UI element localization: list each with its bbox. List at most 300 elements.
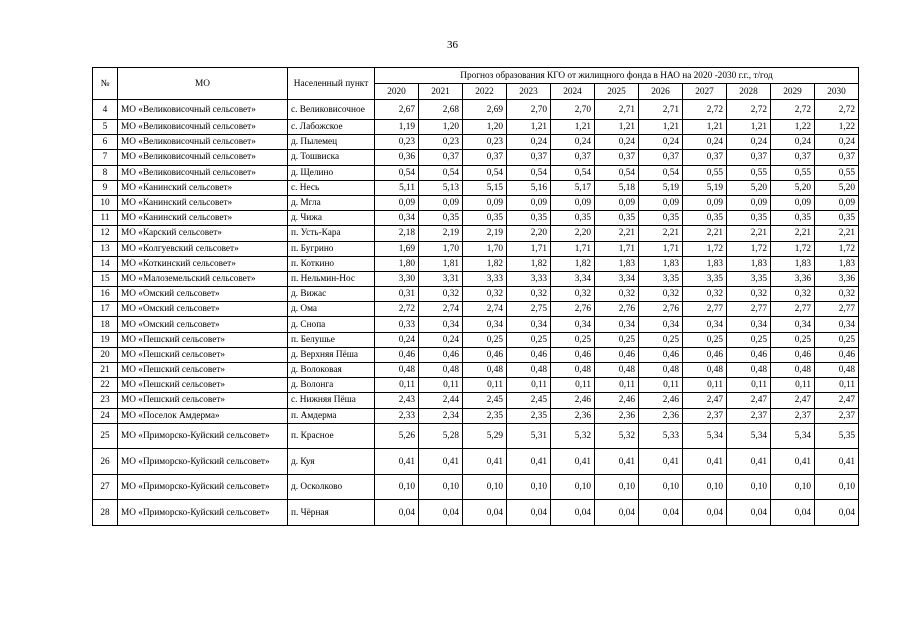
table-row bbox=[93, 287, 859, 302]
settlement-cell: п. Красное bbox=[288, 423, 375, 449]
settlement-cell: д. Куя bbox=[288, 449, 375, 475]
table-row bbox=[93, 423, 859, 449]
row-number: 19 bbox=[93, 332, 118, 347]
table-row bbox=[93, 195, 859, 210]
value-cell: 2,70 bbox=[507, 100, 551, 120]
value-cell: 0,41 bbox=[815, 449, 859, 475]
value-cell: 1,81 bbox=[419, 256, 463, 271]
row-number: 14 bbox=[93, 256, 118, 271]
value-cell: 2,21 bbox=[595, 226, 639, 241]
value-cell: 1,21 bbox=[595, 120, 639, 135]
municipality-cell: МО «Великовисочный сельсовет» bbox=[118, 150, 288, 165]
value-cell: 5,35 bbox=[815, 423, 859, 449]
value-cell: 0,46 bbox=[595, 347, 639, 362]
value-cell: 2,69 bbox=[463, 100, 507, 120]
value-cell: 1,82 bbox=[507, 256, 551, 271]
table-row bbox=[93, 302, 859, 317]
value-cell: 0,35 bbox=[595, 211, 639, 226]
value-cell: 0,34 bbox=[551, 317, 595, 332]
value-cell: 2,21 bbox=[815, 226, 859, 241]
value-cell: 0,34 bbox=[771, 317, 815, 332]
value-cell: 1,22 bbox=[771, 120, 815, 135]
value-cell: 3,30 bbox=[375, 271, 419, 286]
header-year: 2022 bbox=[463, 84, 507, 100]
row-number: 17 bbox=[93, 302, 118, 317]
value-cell: 0,11 bbox=[727, 378, 771, 393]
table-row bbox=[93, 180, 859, 195]
value-cell: 0,04 bbox=[815, 500, 859, 526]
value-cell: 0,37 bbox=[463, 150, 507, 165]
value-cell: 0,46 bbox=[639, 347, 683, 362]
value-cell: 0,46 bbox=[815, 347, 859, 362]
value-cell: 3,33 bbox=[463, 271, 507, 286]
value-cell: 0,10 bbox=[771, 474, 815, 500]
value-cell: 0,48 bbox=[683, 363, 727, 378]
header-year: 2020 bbox=[375, 84, 419, 100]
value-cell: 2,77 bbox=[815, 302, 859, 317]
value-cell: 0,25 bbox=[507, 332, 551, 347]
settlement-cell: п. Амдерма bbox=[288, 408, 375, 423]
value-cell: 1,22 bbox=[815, 120, 859, 135]
header-year: 2025 bbox=[595, 84, 639, 100]
municipality-cell: МО «Пешский сельсовет» bbox=[118, 378, 288, 393]
value-cell: 0,09 bbox=[375, 195, 419, 210]
value-cell: 3,35 bbox=[639, 271, 683, 286]
municipality-cell: МО «Колгуевский сельсовет» bbox=[118, 241, 288, 256]
table-body bbox=[93, 100, 859, 526]
value-cell: 0,04 bbox=[639, 500, 683, 526]
value-cell: 1,71 bbox=[595, 241, 639, 256]
value-cell: 2,45 bbox=[507, 393, 551, 408]
value-cell: 0,23 bbox=[419, 135, 463, 150]
value-cell: 0,25 bbox=[595, 332, 639, 347]
municipality-cell: МО «Канинский сельсовет» bbox=[118, 180, 288, 195]
value-cell: 2,75 bbox=[507, 302, 551, 317]
value-cell: 1,21 bbox=[683, 120, 727, 135]
value-cell: 2,72 bbox=[375, 302, 419, 317]
value-cell: 2,45 bbox=[463, 393, 507, 408]
municipality-cell: МО «Приморско-Куйский сельсовет» bbox=[118, 423, 288, 449]
value-cell: 1,80 bbox=[375, 256, 419, 271]
row-number: 28 bbox=[93, 500, 118, 526]
value-cell: 0,24 bbox=[727, 135, 771, 150]
value-cell: 0,54 bbox=[595, 165, 639, 180]
value-cell: 1,70 bbox=[463, 241, 507, 256]
settlement-cell: п. Белушье bbox=[288, 332, 375, 347]
municipality-cell: МО «Поселок Амдерма» bbox=[118, 408, 288, 423]
value-cell: 0,09 bbox=[815, 195, 859, 210]
value-cell: 2,46 bbox=[639, 393, 683, 408]
value-cell: 0,41 bbox=[507, 449, 551, 475]
value-cell: 2,68 bbox=[419, 100, 463, 120]
table-row bbox=[93, 474, 859, 500]
value-cell: 1,21 bbox=[551, 120, 595, 135]
value-cell: 0,11 bbox=[595, 378, 639, 393]
table-row bbox=[93, 120, 859, 135]
value-cell: 0,35 bbox=[551, 211, 595, 226]
value-cell: 0,35 bbox=[771, 211, 815, 226]
table-row bbox=[93, 271, 859, 286]
table-row bbox=[93, 165, 859, 180]
value-cell: 0,09 bbox=[727, 195, 771, 210]
row-number: 6 bbox=[93, 135, 118, 150]
municipality-cell: МО «Канинский сельсовет» bbox=[118, 211, 288, 226]
row-number: 27 bbox=[93, 474, 118, 500]
value-cell: 0,10 bbox=[375, 474, 419, 500]
header-year: 2021 bbox=[419, 84, 463, 100]
value-cell: 5,18 bbox=[595, 180, 639, 195]
value-cell: 0,04 bbox=[595, 500, 639, 526]
value-cell: 1,71 bbox=[507, 241, 551, 256]
table-row bbox=[93, 378, 859, 393]
value-cell: 1,82 bbox=[463, 256, 507, 271]
value-cell: 0,04 bbox=[507, 500, 551, 526]
value-cell: 0,24 bbox=[551, 135, 595, 150]
settlement-cell: д. Ома bbox=[288, 302, 375, 317]
header-num: № bbox=[93, 68, 118, 100]
value-cell: 2,47 bbox=[727, 393, 771, 408]
kgo-forecast-table bbox=[92, 67, 859, 526]
value-cell: 0,35 bbox=[727, 211, 771, 226]
value-cell: 2,72 bbox=[771, 100, 815, 120]
value-cell: 5,11 bbox=[375, 180, 419, 195]
value-cell: 3,36 bbox=[815, 271, 859, 286]
value-cell: 2,33 bbox=[375, 408, 419, 423]
value-cell: 0,34 bbox=[463, 317, 507, 332]
table-row bbox=[93, 363, 859, 378]
value-cell: 0,24 bbox=[419, 332, 463, 347]
header-forecast: Прогноз образования КГО от жилищного фонда в НАО на 2020 -2030 г.г., т/год bbox=[375, 68, 859, 84]
header-mo: МО bbox=[118, 68, 288, 100]
value-cell: 0,24 bbox=[815, 135, 859, 150]
value-cell: 0,41 bbox=[639, 449, 683, 475]
value-cell: 0,25 bbox=[727, 332, 771, 347]
value-cell: 0,09 bbox=[463, 195, 507, 210]
settlement-cell: д. Вижас bbox=[288, 287, 375, 302]
value-cell: 0,23 bbox=[463, 135, 507, 150]
value-cell: 5,20 bbox=[771, 180, 815, 195]
value-cell: 0,25 bbox=[683, 332, 727, 347]
value-cell: 0,24 bbox=[683, 135, 727, 150]
value-cell: 1,72 bbox=[771, 241, 815, 256]
row-number: 23 bbox=[93, 393, 118, 408]
value-cell: 0,55 bbox=[683, 165, 727, 180]
value-cell: 0,32 bbox=[507, 287, 551, 302]
value-cell: 5,20 bbox=[727, 180, 771, 195]
value-cell: 0,48 bbox=[419, 363, 463, 378]
value-cell: 0,48 bbox=[639, 363, 683, 378]
value-cell: 5,29 bbox=[463, 423, 507, 449]
row-number: 8 bbox=[93, 165, 118, 180]
value-cell: 0,34 bbox=[639, 317, 683, 332]
row-number: 15 bbox=[93, 271, 118, 286]
header-year: 2024 bbox=[551, 84, 595, 100]
row-number: 9 bbox=[93, 180, 118, 195]
settlement-cell: д. Мгла bbox=[288, 195, 375, 210]
value-cell: 0,46 bbox=[463, 347, 507, 362]
value-cell: 0,32 bbox=[683, 287, 727, 302]
value-cell: 0,54 bbox=[463, 165, 507, 180]
settlement-cell: д. Пылемец bbox=[288, 135, 375, 150]
value-cell: 0,35 bbox=[815, 211, 859, 226]
table-row bbox=[93, 135, 859, 150]
value-cell: 0,34 bbox=[727, 317, 771, 332]
value-cell: 0,37 bbox=[595, 150, 639, 165]
settlement-cell: п. Усть-Кара bbox=[288, 226, 375, 241]
table-row bbox=[93, 211, 859, 226]
value-cell: 2,74 bbox=[463, 302, 507, 317]
value-cell: 1,83 bbox=[639, 256, 683, 271]
value-cell: 1,21 bbox=[727, 120, 771, 135]
value-cell: 1,69 bbox=[375, 241, 419, 256]
value-cell: 0,54 bbox=[507, 165, 551, 180]
table-row bbox=[93, 347, 859, 362]
value-cell: 0,35 bbox=[639, 211, 683, 226]
table-row bbox=[93, 393, 859, 408]
value-cell: 1,83 bbox=[815, 256, 859, 271]
value-cell: 0,55 bbox=[727, 165, 771, 180]
header-year: 2027 bbox=[683, 84, 727, 100]
value-cell: 0,32 bbox=[463, 287, 507, 302]
value-cell: 0,32 bbox=[419, 287, 463, 302]
value-cell: 1,83 bbox=[727, 256, 771, 271]
value-cell: 0,04 bbox=[683, 500, 727, 526]
value-cell: 1,72 bbox=[683, 241, 727, 256]
value-cell: 2,77 bbox=[727, 302, 771, 317]
value-cell: 2,21 bbox=[771, 226, 815, 241]
value-cell: 0,32 bbox=[551, 287, 595, 302]
value-cell: 3,35 bbox=[727, 271, 771, 286]
value-cell: 1,83 bbox=[771, 256, 815, 271]
value-cell: 0,46 bbox=[419, 347, 463, 362]
value-cell: 2,44 bbox=[419, 393, 463, 408]
value-cell: 0,11 bbox=[683, 378, 727, 393]
value-cell: 0,25 bbox=[771, 332, 815, 347]
value-cell: 0,48 bbox=[815, 363, 859, 378]
value-cell: 0,41 bbox=[683, 449, 727, 475]
value-cell: 2,67 bbox=[375, 100, 419, 120]
value-cell: 5,16 bbox=[507, 180, 551, 195]
row-number: 26 bbox=[93, 449, 118, 475]
value-cell: 0,37 bbox=[551, 150, 595, 165]
value-cell: 2,37 bbox=[815, 408, 859, 423]
value-cell: 0,09 bbox=[639, 195, 683, 210]
value-cell: 0,55 bbox=[815, 165, 859, 180]
value-cell: 1,20 bbox=[463, 120, 507, 135]
value-cell: 0,54 bbox=[551, 165, 595, 180]
municipality-cell: МО «Омский сельсовет» bbox=[118, 302, 288, 317]
table-row bbox=[93, 241, 859, 256]
value-cell: 0,23 bbox=[375, 135, 419, 150]
value-cell: 2,77 bbox=[683, 302, 727, 317]
row-number: 11 bbox=[93, 211, 118, 226]
value-cell: 0,04 bbox=[419, 500, 463, 526]
value-cell: 0,37 bbox=[639, 150, 683, 165]
settlement-cell: с. Лабожское bbox=[288, 120, 375, 135]
value-cell: 0,11 bbox=[815, 378, 859, 393]
value-cell: 0,24 bbox=[595, 135, 639, 150]
row-number: 10 bbox=[93, 195, 118, 210]
value-cell: 0,35 bbox=[419, 211, 463, 226]
value-cell: 0,09 bbox=[507, 195, 551, 210]
value-cell: 0,24 bbox=[375, 332, 419, 347]
settlement-cell: с. Великовисочное bbox=[288, 100, 375, 120]
value-cell: 0,41 bbox=[771, 449, 815, 475]
value-cell: 0,24 bbox=[639, 135, 683, 150]
municipality-cell: МО «Омский сельсовет» bbox=[118, 317, 288, 332]
municipality-cell: МО «Приморско-Куйский сельсовет» bbox=[118, 500, 288, 526]
value-cell: 2,71 bbox=[639, 100, 683, 120]
value-cell: 0,41 bbox=[463, 449, 507, 475]
value-cell: 0,48 bbox=[551, 363, 595, 378]
value-cell: 0,37 bbox=[507, 150, 551, 165]
value-cell: 2,35 bbox=[463, 408, 507, 423]
row-number: 13 bbox=[93, 241, 118, 256]
value-cell: 0,24 bbox=[771, 135, 815, 150]
value-cell: 5,31 bbox=[507, 423, 551, 449]
value-cell: 2,21 bbox=[683, 226, 727, 241]
municipality-cell: МО «Омский сельсовет» bbox=[118, 287, 288, 302]
value-cell: 0,41 bbox=[419, 449, 463, 475]
value-cell: 0,37 bbox=[419, 150, 463, 165]
value-cell: 0,41 bbox=[595, 449, 639, 475]
value-cell: 1,19 bbox=[375, 120, 419, 135]
value-cell: 0,54 bbox=[375, 165, 419, 180]
value-cell: 5,19 bbox=[639, 180, 683, 195]
table-row bbox=[93, 500, 859, 526]
value-cell: 0,09 bbox=[551, 195, 595, 210]
row-number: 24 bbox=[93, 408, 118, 423]
value-cell: 2,74 bbox=[419, 302, 463, 317]
value-cell: 0,10 bbox=[419, 474, 463, 500]
value-cell: 2,20 bbox=[507, 226, 551, 241]
header-settlement: Населенный пункт bbox=[288, 68, 375, 100]
row-number: 21 bbox=[93, 363, 118, 378]
value-cell: 2,19 bbox=[463, 226, 507, 241]
value-cell: 2,47 bbox=[771, 393, 815, 408]
municipality-cell: МО «Великовисочный сельсовет» bbox=[118, 135, 288, 150]
value-cell: 0,55 bbox=[771, 165, 815, 180]
municipality-cell: МО «Великовисочный сельсовет» bbox=[118, 100, 288, 120]
value-cell: 5,32 bbox=[595, 423, 639, 449]
value-cell: 0,54 bbox=[639, 165, 683, 180]
header-year: 2029 bbox=[771, 84, 815, 100]
table-row bbox=[93, 226, 859, 241]
settlement-cell: с. Несь bbox=[288, 180, 375, 195]
header-year: 2028 bbox=[727, 84, 771, 100]
value-cell: 1,72 bbox=[815, 241, 859, 256]
value-cell: 3,34 bbox=[595, 271, 639, 286]
value-cell: 2,47 bbox=[683, 393, 727, 408]
page-number: 36 bbox=[447, 39, 458, 51]
value-cell: 0,35 bbox=[683, 211, 727, 226]
row-number: 18 bbox=[93, 317, 118, 332]
value-cell: 0,10 bbox=[639, 474, 683, 500]
value-cell: 1,71 bbox=[639, 241, 683, 256]
value-cell: 2,34 bbox=[419, 408, 463, 423]
value-cell: 1,83 bbox=[595, 256, 639, 271]
settlement-cell: п. Чёрная bbox=[288, 500, 375, 526]
value-cell: 2,36 bbox=[551, 408, 595, 423]
value-cell: 2,21 bbox=[639, 226, 683, 241]
value-cell: 5,26 bbox=[375, 423, 419, 449]
municipality-cell: МО «Пешский сельсовет» bbox=[118, 332, 288, 347]
value-cell: 0,34 bbox=[815, 317, 859, 332]
value-cell: 0,34 bbox=[683, 317, 727, 332]
settlement-cell: д. Чижа bbox=[288, 211, 375, 226]
value-cell: 5,34 bbox=[771, 423, 815, 449]
value-cell: 0,46 bbox=[551, 347, 595, 362]
value-cell: 0,54 bbox=[419, 165, 463, 180]
value-cell: 0,46 bbox=[375, 347, 419, 362]
value-cell: 0,41 bbox=[551, 449, 595, 475]
value-cell: 5,28 bbox=[419, 423, 463, 449]
value-cell: 2,37 bbox=[771, 408, 815, 423]
table-row bbox=[93, 408, 859, 423]
value-cell: 0,37 bbox=[683, 150, 727, 165]
municipality-cell: МО «Пешский сельсовет» bbox=[118, 393, 288, 408]
value-cell: 5,33 bbox=[639, 423, 683, 449]
value-cell: 0,09 bbox=[683, 195, 727, 210]
value-cell: 0,31 bbox=[375, 287, 419, 302]
value-cell: 0,37 bbox=[815, 150, 859, 165]
municipality-cell: МО «Канинский сельсовет» bbox=[118, 195, 288, 210]
value-cell: 0,46 bbox=[727, 347, 771, 362]
value-cell: 2,70 bbox=[551, 100, 595, 120]
value-cell: 0,46 bbox=[683, 347, 727, 362]
value-cell: 0,35 bbox=[463, 211, 507, 226]
row-number: 16 bbox=[93, 287, 118, 302]
header-year: 2023 bbox=[507, 84, 551, 100]
value-cell: 0,04 bbox=[375, 500, 419, 526]
value-cell: 0,11 bbox=[463, 378, 507, 393]
value-cell: 0,25 bbox=[463, 332, 507, 347]
value-cell: 0,25 bbox=[639, 332, 683, 347]
value-cell: 0,11 bbox=[375, 378, 419, 393]
value-cell: 2,72 bbox=[815, 100, 859, 120]
value-cell: 0,10 bbox=[595, 474, 639, 500]
value-cell: 2,47 bbox=[815, 393, 859, 408]
settlement-cell: с. Нижняя Пёша bbox=[288, 393, 375, 408]
value-cell: 0,36 bbox=[375, 150, 419, 165]
value-cell: 0,25 bbox=[551, 332, 595, 347]
header-year: 2026 bbox=[639, 84, 683, 100]
value-cell: 0,41 bbox=[727, 449, 771, 475]
value-cell: 2,37 bbox=[683, 408, 727, 423]
municipality-cell: МО «Великовисочный сельсовет» bbox=[118, 120, 288, 135]
value-cell: 0,24 bbox=[507, 135, 551, 150]
value-cell: 2,77 bbox=[771, 302, 815, 317]
municipality-cell: МО «Приморско-Куйский сельсовет» bbox=[118, 474, 288, 500]
value-cell: 5,13 bbox=[419, 180, 463, 195]
value-cell: 2,36 bbox=[595, 408, 639, 423]
value-cell: 0,11 bbox=[419, 378, 463, 393]
value-cell: 0,37 bbox=[771, 150, 815, 165]
value-cell: 2,72 bbox=[683, 100, 727, 120]
table-row bbox=[93, 317, 859, 332]
settlement-cell: п. Коткино bbox=[288, 256, 375, 271]
value-cell: 0,48 bbox=[507, 363, 551, 378]
value-cell: 0,32 bbox=[771, 287, 815, 302]
value-cell: 0,32 bbox=[815, 287, 859, 302]
value-cell: 0,32 bbox=[595, 287, 639, 302]
value-cell: 0,11 bbox=[639, 378, 683, 393]
table-row bbox=[93, 449, 859, 475]
table-row bbox=[93, 100, 859, 120]
value-cell: 0,10 bbox=[463, 474, 507, 500]
value-cell: 0,35 bbox=[507, 211, 551, 226]
value-cell: 0,09 bbox=[419, 195, 463, 210]
